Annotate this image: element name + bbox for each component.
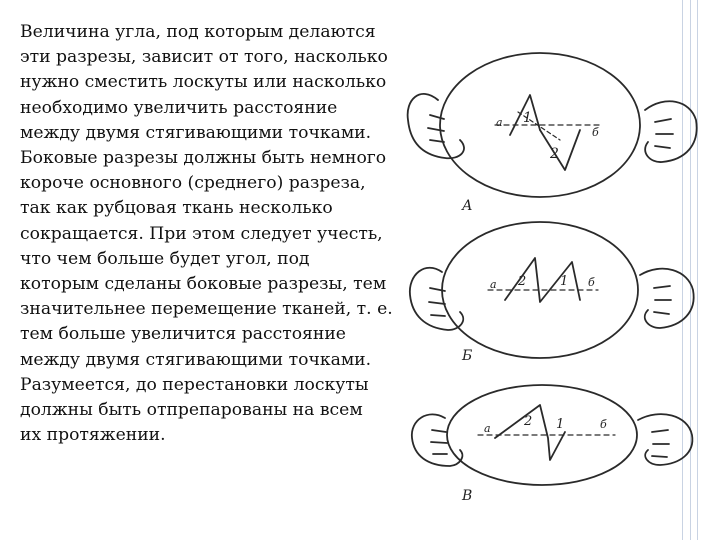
panel-a-mark-a: a	[496, 116, 503, 129]
panel-b-mark-b: б	[588, 276, 595, 289]
panel-c-right-fingers	[652, 430, 669, 457]
panel-b-right-fingers	[654, 286, 671, 314]
panel-a-mark-1: 1	[523, 110, 532, 126]
panel-a-right-hand	[645, 101, 697, 162]
panel-b-mark-a: a	[490, 278, 497, 291]
panel-c-letter: В	[462, 488, 473, 504]
panel-a-mark-b: б	[592, 126, 599, 139]
panel-b-skin-circle	[442, 222, 638, 358]
panel-c-mark-1: 1	[556, 417, 565, 432]
panel-a-right-fingers	[655, 119, 673, 148]
panel-a-z-cut-lower	[540, 130, 580, 170]
panel-c-mark-2: 2	[524, 414, 533, 429]
panel-a-letter: А	[462, 198, 473, 214]
panel-a-mark-2: 2	[550, 146, 559, 162]
panel-b-mark-1: 1	[560, 274, 569, 289]
panel-b-letter: Б	[462, 348, 473, 364]
panel-c-mark-b: б	[600, 418, 607, 431]
panel-b-right-hand	[640, 269, 694, 328]
panel-b-mark-2: 2	[518, 274, 527, 289]
panel-b-transposed-flaps	[505, 258, 580, 302]
panel-c-mark-a: a	[484, 422, 491, 435]
slide-body-text: Величина угла, под которым делаются эти разрезы, зависит от того, насколько нужно сместить лоскуты или насколько необходимо увеличить расстояние между двумя стягивающими точками. Боковые разрезы должны быть немного короче основного (среднего) разреза, так как рубцовая ткань несколько сокращается. При этом следует учесть, что чем больше будет угол, под которым сделаны боковые разрезы, тем значительнее перемещение тканей, т. е. тем больше увеличится расстояние между двумя стягивающими точками. Разумеется, до перестановки лоскуты должны быть отпрепарованы на всем их протяжении.	[20, 22, 393, 446]
